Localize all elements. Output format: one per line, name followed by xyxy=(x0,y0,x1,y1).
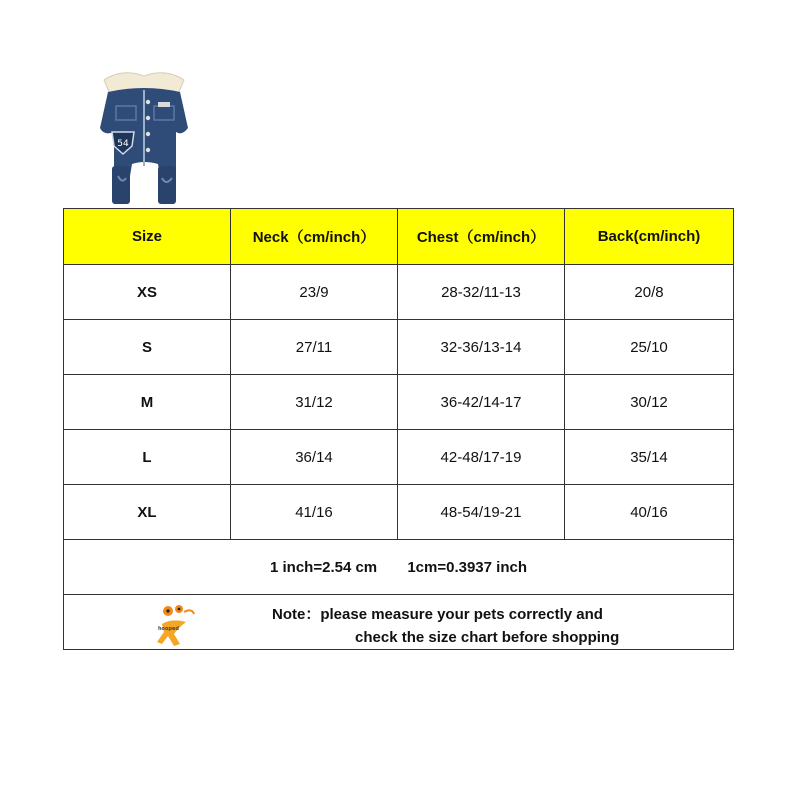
back-value: 30/12 xyxy=(565,375,734,430)
hooped-logo-icon xyxy=(154,602,198,648)
chest-value: 28-32/11-13 xyxy=(398,265,565,320)
table-row xyxy=(64,265,734,320)
neck-value: 36/14 xyxy=(231,430,398,485)
header-chest: Chest（cm/inch） xyxy=(398,209,565,265)
inch-to-cm-text: 1 inch=2.54 cm xyxy=(270,558,378,576)
table-row xyxy=(64,375,734,430)
table-row xyxy=(64,430,734,485)
header-size: Size xyxy=(64,209,231,265)
svg-text:54: 54 xyxy=(117,139,129,149)
note-cell xyxy=(64,595,734,650)
chest-value: 36-42/14-17 xyxy=(398,375,565,430)
svg-text:hooped: hooped xyxy=(158,626,179,632)
neck-value: 27/11 xyxy=(231,320,398,375)
size-label: S xyxy=(64,320,231,375)
conversion-row xyxy=(64,540,734,595)
back-value: 40/16 xyxy=(565,485,734,540)
table-row xyxy=(64,320,734,375)
table-header-row xyxy=(64,209,734,265)
back-value: 25/10 xyxy=(565,320,734,375)
table-row xyxy=(64,485,734,540)
unit-conversion xyxy=(64,540,734,595)
note-line-1: Note：please measure your pets correctly and xyxy=(272,606,603,623)
size-label: XS xyxy=(64,265,231,320)
size-chart-table xyxy=(63,208,734,650)
header-back: Back(cm/inch) xyxy=(565,209,734,265)
header-neck: Neck（cm/inch） xyxy=(231,209,398,265)
size-label: L xyxy=(64,430,231,485)
neck-value: 31/12 xyxy=(231,375,398,430)
size-label: M xyxy=(64,375,231,430)
note-row xyxy=(64,595,734,650)
size-label: XL xyxy=(64,485,231,540)
neck-value: 23/9 xyxy=(231,265,398,320)
chest-value: 32-36/13-14 xyxy=(398,320,565,375)
chest-value: 48-54/19-21 xyxy=(398,485,565,540)
neck-value: 41/16 xyxy=(231,485,398,540)
note-line-2: check the size chart before shopping xyxy=(355,629,620,646)
product-image xyxy=(92,66,196,206)
cm-to-inch-text: 1cm=0.3937 inch xyxy=(407,558,527,576)
chest-value: 42-48/17-19 xyxy=(398,430,565,485)
back-value: 20/8 xyxy=(565,265,734,320)
denim-dog-jumpsuit-icon xyxy=(92,66,196,206)
back-value: 35/14 xyxy=(565,430,734,485)
